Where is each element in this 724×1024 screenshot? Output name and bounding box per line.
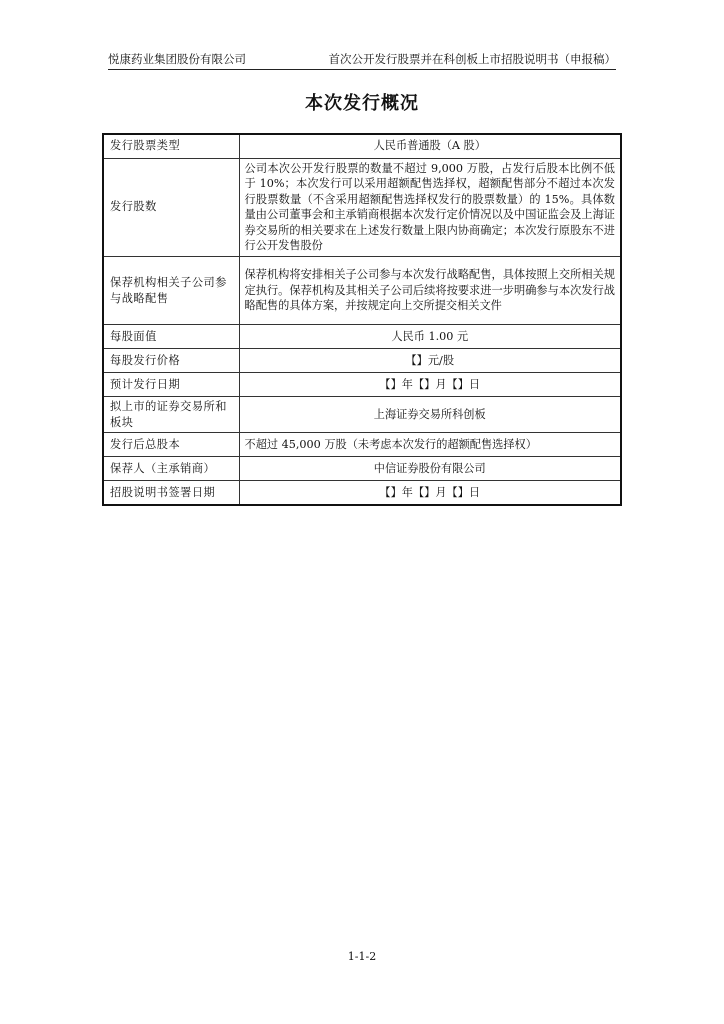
table-row xyxy=(103,158,621,257)
row-value: 中信证券股份有限公司 xyxy=(239,457,621,481)
table-row xyxy=(103,349,621,373)
row-label: 保荐机构相关子公司参与战略配售 xyxy=(103,257,239,325)
table-row xyxy=(103,457,621,481)
row-label: 每股发行价格 xyxy=(103,349,239,373)
row-value: 公司本次公开发行股票的数量不超过 9,000 万股，占发行后股本比例不低于 10%；本次发行可以采用超额配售选择权，超额配售部分不超过本次发行股票数量（不含采用超额配售选择权发行的股票数量）的 15%。具体数量由公司董事会和主承销商根据本次发行定价情况以及中国证监会及上海证券交易所的相关要求在上述发行数量上限内协商确定；本次发行原股东不进行公开发售股份 xyxy=(239,158,621,257)
table-row xyxy=(103,433,621,457)
header-document-title: 首次公开发行股票并在科创板上市招股说明书（申报稿） xyxy=(328,52,616,66)
row-value: 上海证券交易所科创板 xyxy=(239,397,621,433)
offering-summary-table xyxy=(102,133,622,506)
row-label: 拟上市的证券交易所和板块 xyxy=(103,397,239,433)
table-row xyxy=(103,397,621,433)
table-row xyxy=(103,134,621,158)
row-label: 保荐人（主承销商） xyxy=(103,457,239,481)
table-row xyxy=(103,373,621,397)
row-value: 【】年【】月【】日 xyxy=(239,481,621,505)
row-value: 人民币 1.00 元 xyxy=(239,325,621,349)
row-label: 预计发行日期 xyxy=(103,373,239,397)
page-number: 1-1-2 xyxy=(347,950,377,963)
row-value: 【】年【】月【】日 xyxy=(239,373,621,397)
page-header xyxy=(108,50,616,70)
row-label: 发行股票类型 xyxy=(103,134,239,158)
table-row xyxy=(103,257,621,325)
page-title: 本次发行概况 xyxy=(305,93,419,114)
row-value: 【】元/股 xyxy=(239,349,621,373)
table-row xyxy=(103,325,621,349)
row-value: 人民币普通股（A 股） xyxy=(239,134,621,158)
row-value: 不超过 45,000 万股（未考虑本次发行的超额配售选择权） xyxy=(239,433,621,457)
row-label: 发行后总股本 xyxy=(103,433,239,457)
row-label: 发行股数 xyxy=(103,158,239,257)
table-row xyxy=(103,481,621,505)
row-label: 招股说明书签署日期 xyxy=(103,481,239,505)
row-value: 保荐机构将安排相关子公司参与本次发行战略配售，具体按照上交所相关规定执行。保荐机构及其相关子公司后续将按要求进一步明确参与本次发行战略配售的具体方案，并按规定向上交所提交相关文件 xyxy=(239,257,621,325)
row-label: 每股面值 xyxy=(103,325,239,349)
header-company-name: 悦康药业集团股份有限公司 xyxy=(108,52,246,66)
